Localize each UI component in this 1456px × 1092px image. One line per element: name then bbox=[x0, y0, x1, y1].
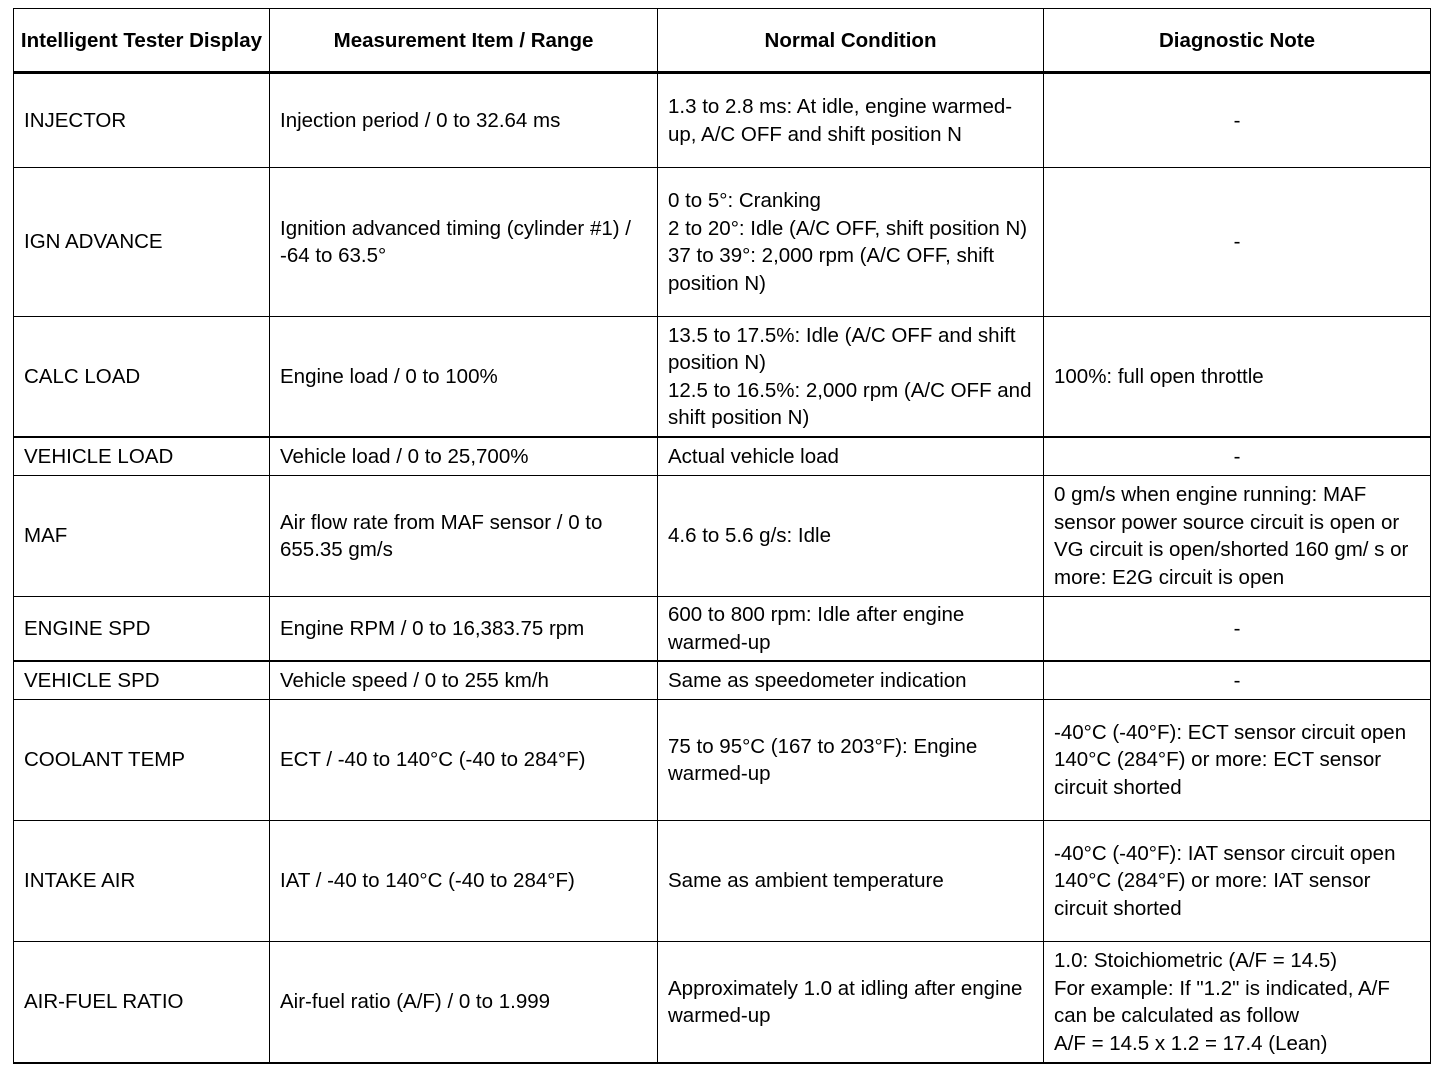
cell-normal-condition bbox=[658, 661, 1044, 700]
cell-normal-condition bbox=[658, 437, 1044, 476]
note-line: 140°C (284°F) or more: ECT sensor circuit shorted bbox=[1054, 748, 1382, 799]
normal-line: 1.3 to 2.8 ms: At idle, engine warmed-up, A/C OFF and shift position N bbox=[668, 95, 1013, 146]
cell-measurement: Engine RPM / 0 to 16,383.75 rpm bbox=[270, 597, 658, 662]
cell-normal-condition bbox=[658, 700, 1044, 821]
cell-measurement: Engine load / 0 to 100% bbox=[270, 317, 658, 438]
cell-display: VEHICLE SPD bbox=[14, 661, 270, 700]
table-row bbox=[14, 661, 1431, 700]
cell-measurement: ECT / -40 to 140°C (-40 to 284°F) bbox=[270, 700, 658, 821]
cell-diagnostic-note bbox=[1044, 168, 1431, 317]
normal-line: 75 to 95°C (167 to 203°F): Engine warmed-up bbox=[668, 734, 978, 785]
normal-line: 37 to 39°: 2,000 rpm (A/C OFF, shift position N) bbox=[668, 244, 995, 295]
cell-measurement: Vehicle load / 0 to 25,700% bbox=[270, 437, 658, 476]
header-measurement: Measurement Item / Range bbox=[270, 9, 658, 73]
note-line: 140°C (284°F) or more: IAT sensor circuit shorted bbox=[1054, 869, 1371, 920]
note-line: 100%: full open throttle bbox=[1054, 364, 1264, 388]
header-normal-condition: Normal Condition bbox=[658, 9, 1044, 73]
table-row bbox=[14, 942, 1431, 1064]
cell-display: COOLANT TEMP bbox=[14, 700, 270, 821]
cell-measurement: Air-fuel ratio (A/F) / 0 to 1.999 bbox=[270, 942, 658, 1064]
note-line: - bbox=[1233, 668, 1241, 692]
cell-measurement: IAT / -40 to 140°C (-40 to 284°F) bbox=[270, 821, 658, 942]
cell-display: MAF bbox=[14, 476, 270, 597]
cell-measurement: Vehicle speed / 0 to 255 km/h bbox=[270, 661, 658, 700]
note-line: - bbox=[1233, 616, 1241, 640]
table-row bbox=[14, 597, 1431, 662]
normal-line: Actual vehicle load bbox=[668, 444, 839, 468]
cell-display: INJECTOR bbox=[14, 73, 270, 168]
note-line: -40°C (-40°F): ECT sensor circuit open bbox=[1054, 720, 1407, 744]
cell-diagnostic-note bbox=[1044, 476, 1431, 597]
cell-diagnostic-note bbox=[1044, 821, 1431, 942]
cell-normal-condition bbox=[658, 597, 1044, 662]
data-list-table bbox=[13, 8, 1431, 1064]
table-row bbox=[14, 476, 1431, 597]
table-row bbox=[14, 700, 1431, 821]
header-diagnostic-note: Diagnostic Note bbox=[1044, 9, 1431, 73]
cell-diagnostic-note bbox=[1044, 73, 1431, 168]
note-line: 0 gm/s when engine running: MAF sensor power source circuit is open or VG circuit is open/shorted 160 gm/ s or more: E2G circuit is open bbox=[1054, 483, 1409, 589]
cell-normal-condition bbox=[658, 168, 1044, 317]
note-line: 1.0: Stoichiometric (A/F = 14.5) bbox=[1054, 949, 1338, 972]
cell-display: VEHICLE LOAD bbox=[14, 437, 270, 476]
note-line: - bbox=[1233, 230, 1241, 254]
cell-diagnostic-note bbox=[1044, 942, 1431, 1064]
cell-display: CALC LOAD bbox=[14, 317, 270, 438]
table-row bbox=[14, 437, 1431, 476]
normal-line: 13.5 to 17.5%: Idle (A/C OFF and shift position N) bbox=[668, 323, 1016, 374]
cell-normal-condition bbox=[658, 821, 1044, 942]
note-line: - bbox=[1233, 444, 1241, 468]
cell-display: IGN ADVANCE bbox=[14, 168, 270, 317]
normal-line: Approximately 1.0 at idling after engine warmed-up bbox=[668, 976, 1023, 1027]
table-row bbox=[14, 73, 1431, 168]
normal-line: 0 to 5°: Cranking bbox=[668, 189, 821, 212]
normal-line: 2 to 20°: Idle (A/C OFF, shift position N) bbox=[668, 216, 1028, 240]
note-line: A/F = 14.5 x 1.2 = 17.4 (Lean) bbox=[1054, 1031, 1328, 1055]
cell-diagnostic-note bbox=[1044, 597, 1431, 662]
table-row bbox=[14, 168, 1431, 317]
table-row bbox=[14, 821, 1431, 942]
normal-line: 12.5 to 16.5%: 2,000 rpm (A/C OFF and shift position N) bbox=[668, 378, 1032, 429]
table-row bbox=[14, 317, 1431, 438]
normal-line: Same as ambient temperature bbox=[668, 869, 944, 893]
normal-line: 4.6 to 5.6 g/s: Idle bbox=[668, 524, 831, 548]
normal-line: 600 to 800 rpm: Idle after engine warmed-up bbox=[668, 603, 965, 654]
note-line: -40°C (-40°F): IAT sensor circuit open bbox=[1054, 841, 1396, 865]
cell-normal-condition bbox=[658, 476, 1044, 597]
cell-display: INTAKE AIR bbox=[14, 821, 270, 942]
cell-display: ENGINE SPD bbox=[14, 597, 270, 662]
cell-diagnostic-note bbox=[1044, 317, 1431, 438]
header-display: Intelligent Tester Display bbox=[14, 9, 270, 73]
cell-diagnostic-note bbox=[1044, 661, 1431, 700]
cell-measurement: Air flow rate from MAF sensor / 0 to 655.35 gm/s bbox=[270, 476, 658, 597]
note-line: For example: If "1.2" is indicated, A/F can be calculated as follow bbox=[1054, 976, 1390, 1027]
cell-measurement: Ignition advanced timing (cylinder #1) / -64 to 63.5° bbox=[270, 168, 658, 317]
note-line: - bbox=[1233, 108, 1241, 132]
cell-diagnostic-note bbox=[1044, 700, 1431, 821]
header-row bbox=[14, 9, 1431, 73]
cell-normal-condition bbox=[658, 317, 1044, 438]
normal-line: Same as speedometer indication bbox=[668, 668, 967, 692]
cell-normal-condition bbox=[658, 942, 1044, 1064]
cell-diagnostic-note bbox=[1044, 437, 1431, 476]
cell-display: AIR-FUEL RATIO bbox=[14, 942, 270, 1064]
cell-measurement: Injection period / 0 to 32.64 ms bbox=[270, 73, 658, 168]
cell-normal-condition bbox=[658, 73, 1044, 168]
